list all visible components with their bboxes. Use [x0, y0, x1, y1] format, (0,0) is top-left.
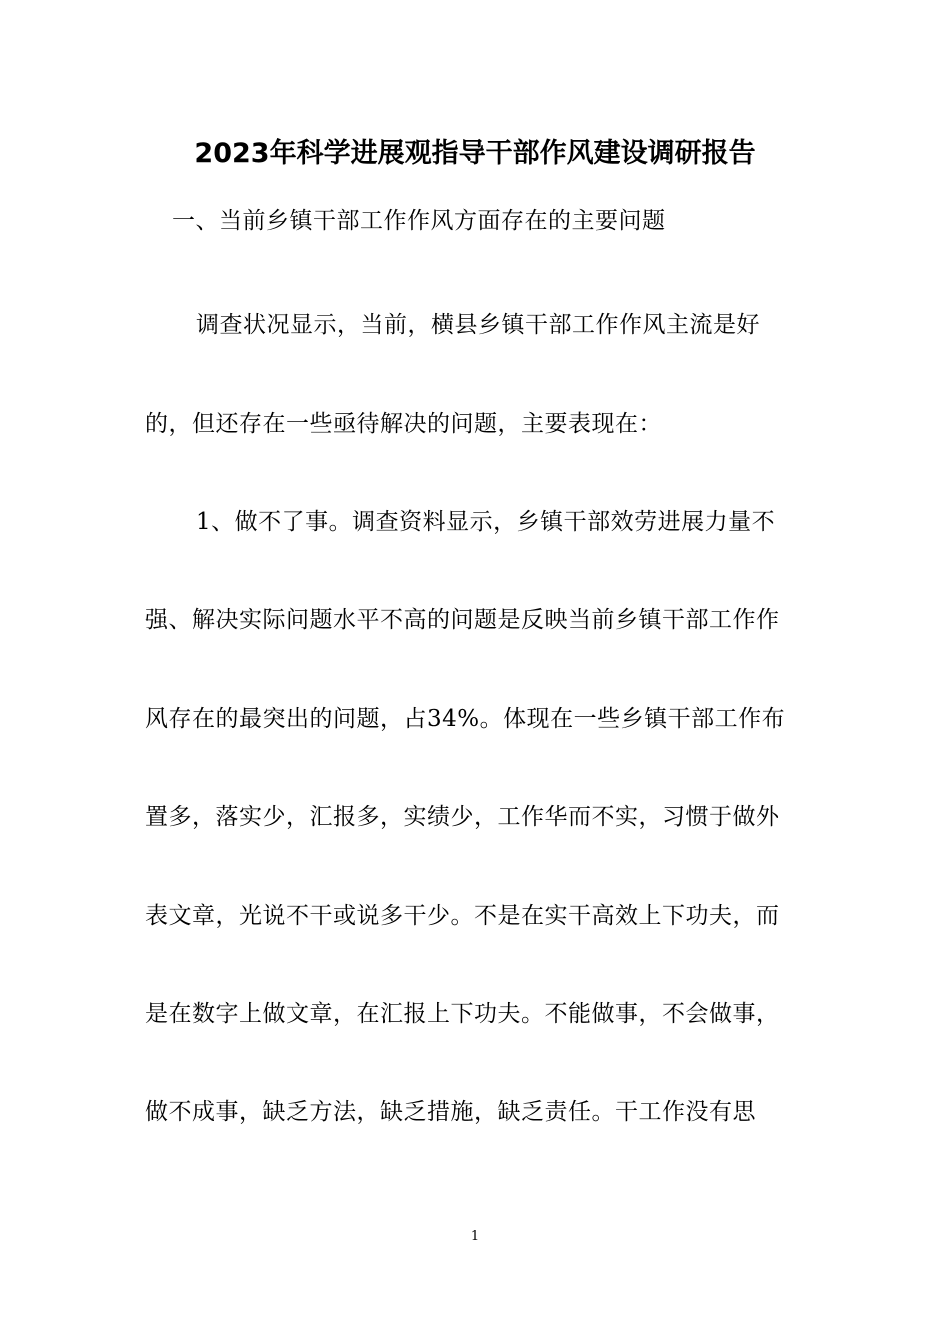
paragraph-line: 1、做不了事。调查资料显示，乡镇干部效劳进展力量不 [196, 509, 776, 535]
section-heading: 一、当前乡镇干部工作作风方面存在的主要问题 [172, 208, 666, 234]
paragraph-line: 调查状况显示，当前，横县乡镇干部工作作风主流是好 [196, 312, 760, 338]
paragraph-line: 置多，落实少，汇报多，实绩少，工作华而不实，习惯于做外 [145, 804, 780, 830]
paragraph-line: 风存在的最突出的问题，占34%。体现在一些乡镇干部工作布 [145, 706, 786, 732]
paragraph-line: 表文章，光说不干或说多干少。不是在实干高效上下功夫，而 [145, 903, 780, 929]
paragraph-line: 做不成事，缺乏方法，缺乏措施，缺乏责任。干工作没有思 [145, 1099, 756, 1125]
paragraph-line: 的，但还存在一些亟待解决的问题，主要表现在： [145, 411, 662, 437]
paragraph-line: 是在数字上做文章，在汇报上下功夫。不能做事，不会做事， [145, 1001, 780, 1027]
page-number: 1 [470, 1229, 480, 1244]
paragraph-line: 强、解决实际问题水平不高的问题是反映当前乡镇干部工作作 [145, 607, 780, 633]
document-title: 2023年科学进展观指导干部作风建设调研报告 [194, 138, 756, 169]
